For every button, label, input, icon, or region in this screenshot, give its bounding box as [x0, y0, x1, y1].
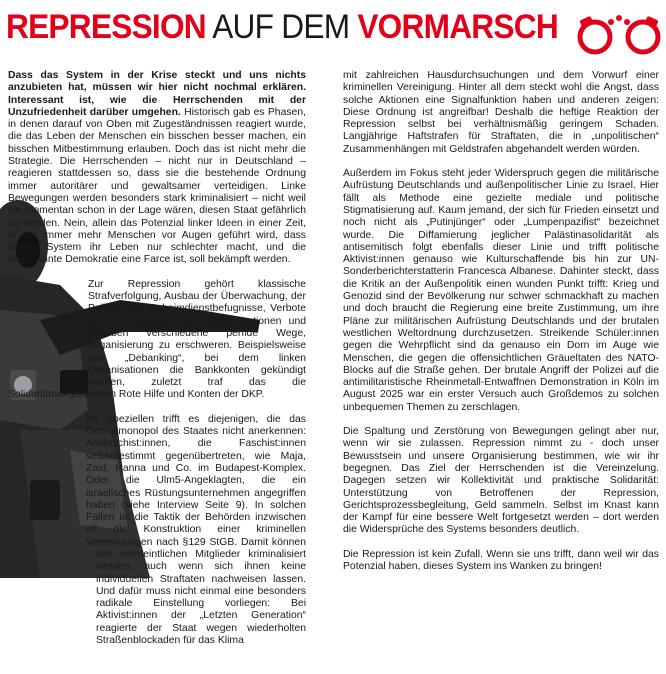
headline-word-repression: REPRESSION	[6, 8, 206, 46]
article-column-right	[343, 70, 659, 585]
handcuffs-icon	[575, 6, 663, 58]
article-paragraph-continued: mit zahlreichen Hausdurchsuchungen und dem Vorwurf einer kriminellen Vereinigung. Hinter all dem steckt wohl die Angst, dass solche Aktionen eine Signalfunktion haben und anderen zeigen: Diese Ordnung ist angreifbar! Deshalb die heftige Reaktion der Repression selbst bei verhältnismäßig geringem Schaden. Langjährige Haftstrafen für Straftaten, die in „unpolitischen“ Zusammenhängen mit Geldstrafen abgehandelt werden würden.	[343, 70, 659, 155]
headline-word-vormarsch: VORMARSCH	[357, 8, 558, 46]
article-paragraph-militarism: Außerdem im Fokus steht jeder Widerspruch gegen die militärische Aufrüstung Deutschlands und außenpolitischer Linie zu Israel. Hier fällt als Methode eine gezielte mediale und politische Stigmatisierung auf. Kaum jemand, der sich für Frieden einsetzt und noch nicht als „Putinjünger“ oder „Lumpenpazifist“ bezeichnet wurde. Die Diffamierung jeglicher Palästinasolidarität als antisemitisch folgt ebenfalls dieser Linie und trifft politische Aktivist:innen genauso wie Kulturschaffende bis hin zur UN-Sonderberichterstatterin Francesca Albanese. Dahinter steckt, dass die Kritik an der Außenpolitik einen wunden Punkt trifft: Krieg und Genozid sind der Bevölkerung nur schwer schmackhaft zu machen und doch braucht die Regierung eine breite Zustimmung, um ihre Pläne zur militärischen Aufrüstung Deutschlands und der brutalen westlichen Weltordnung durchzusetzen. Streikende Schüler:innen gegen die Wehrpflicht sind da genauso ein Dorn im Auge wie Menschen, die gegen die offensichtlichen Gräueltaten des NATO-Blocks auf die Straße gehen. Der brutale Angriff der Polizei auf die antimilitaristische Rheinmetall-Entwaffnen Demonstration in Köln im August 2025 war ein erster Versuch auch Großdemos zu solchen unbequemen Themen zu zerschlagen.	[343, 168, 659, 413]
article-intro-text: Historisch gab es Phasen, in denen darauf von Oben mit Zugeständnissen reagiert wurde, die das Leben der Menschen ein bisschen besser machen, ein bisschen Mitbestimmung erlauben. Doch das ist nicht mehr die Strategie. Die Herrschenden – nicht nur in Deutschland – reagieren stattdessen so, dass sie die bestehende Ordnung immer autoritärer und gewaltsamer verteidigen. Linke Bewegungen werden besonders stark kriminalisiert – nicht weil sie momentan schon in der Lage wären, diesen Staat gefährlich zu werden. Nein, allein das Potenzial linker Ideen in einer Zeit, in der immer mehr Menschen vor Augen geführt wird, dass dieses System ihr Leben nur schlechter macht, und die sogenannte Demokratie eine Farce ist, soll bekämpft werden.	[8, 106, 306, 266]
article-intro	[8, 70, 306, 267]
article-headline	[6, 4, 558, 50]
headline-word-auf-dem: AUF DEM	[205, 8, 358, 46]
article-paragraph-solidarity: Die Spaltung und Zerstörung von Bewegungen gelingt aber nur, wenn wir sie zulassen. Repression nimmt zu - doch unser Bewusstsein und unsere Organisierung bestimmen, wie wir ihr begegnen. Das Ziel der Herrschenden ist die Vereinzelung. Dagegen setzen wir Kollektivität und praktische Solidarität: Unterstützung von Betroffenen der Repression, Gerichtsprozessbegleitung, Geld sammeln. Selbst im Knast kann der Kampf für eine bessere Welt fortgesetzt werden – dort werden die Widersprüche des Systems besonders deutlich.	[343, 426, 659, 536]
article-column-left	[8, 70, 306, 674]
article-lead: Dass das System in der Krise steckt und uns nichts anzubieten hat, müssen wir hier nicht nochmal erklären. Interessant ist, wie die Herrschenden mit der Unzufriedenheit darüber umgehen.	[8, 70, 306, 118]
article-paragraph-debanking: Zur Repression gehört klassische Strafverfolgung, Ausbau der Überwachung, der Polizei- und Geheimdienstbefugnisse, Verbote und Polizeigewalt auf Demonstrationen und daneben verschiedene perfide Wege, Organisierung zu erschweren. Beispielsweise das „Debanking“, bei dem linken Organisationen die Bankkonten gekündigt werden, zuletzt traf das die Solidaritätsorganisation Rote Hilfe und Konten der DKP.	[8, 278, 306, 401]
article-paragraph-129: Im Speziellen trifft es diejenigen, die das Gewaltmonopol des Staates nicht anerkennen: Antifaschist:innen, die Faschist:innen selbstbestimmt gegenübertreten, wie Maja, Zaid, Hanna und Co. im Budapest-Komplex. Oder die Ulm5-Angeklagten, die ein israelisches Rüstungsunternehmen angegriffen haben (siehe Interview Seite 9). In solchen Fällen ist die Taktik der Behörden inzwischen oft die Konstruktion einer kriminellen Vereinigungen nach §129 StGB. Damit können alle vermeintlichen Mitglieder kriminalisiert werden, auch wenn sich ihnen keine individuellen Straftaten nachweisen lassen. Und dafür muss nicht einmal eine besonders radikale Einstellung vorliegen: Bei Aktivist:innen der „Letzten Generation“ reagierte der Staat wegen wiederholten Straßenblockaden für das Klima	[86, 413, 306, 647]
article-paragraph-conclusion: Die Repression ist kein Zufall. Wenn sie uns trifft, dann weil wir das Potenzial haben, dieses System ins Wanken zu bringen!	[343, 548, 659, 572]
